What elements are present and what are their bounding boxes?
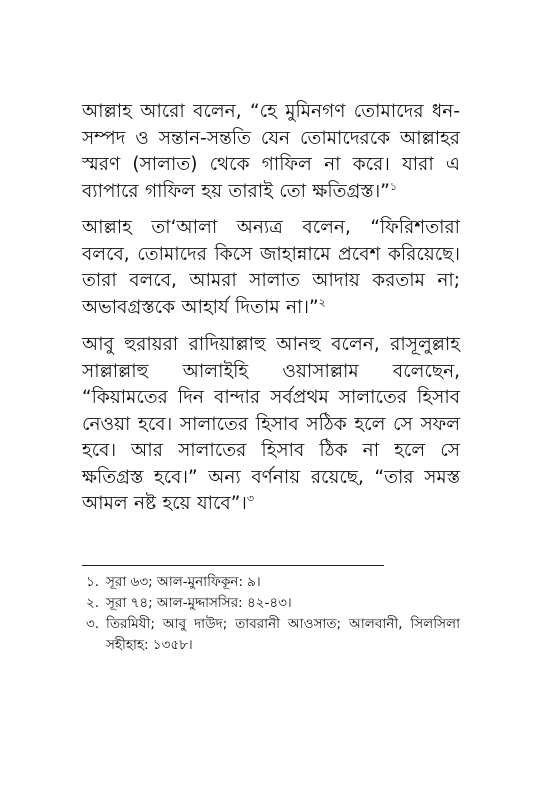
footnote-marker: ২ bbox=[318, 295, 326, 309]
footnote-number: ১. bbox=[86, 574, 100, 590]
footnote-item bbox=[86, 593, 460, 614]
main-text bbox=[82, 99, 460, 528]
footnote-marker: ১ bbox=[389, 179, 397, 193]
footnote-marker: ৩ bbox=[246, 491, 255, 505]
footnote-text: সূরা ৭৪; আল-মুদ্দাসসির: ৪২-৪৩। bbox=[106, 595, 292, 611]
paragraph-text: আবু হুরায়রা রাদিয়াল্লাহু আনহু বলেন, রাসূলুল্লাহ সাল্লাল্লাহু আলাইহি ওয়াসাল্লাম বলেছেন, “কিয়ামতের দিন বান্দার সর্বপ্রথম সালাতের হিসাব নেওয়া হবে। সালাতের হিসাব সঠিক হলে সে সফল হবে। আর সালাতের হিসাব ঠিক না হলে সে ক্ষতিগ্রস্ত হবে।” অন্য বর্ণনায় রয়েছে, “তার সমস্ত আমল নষ্ট হয়ে যাবে”। bbox=[82, 334, 460, 514]
paragraph bbox=[82, 99, 460, 205]
paragraph-text: আল্লাহ তা‘আলা অন্যত্র বলেন, “ফিরিশতারা বলবে, তোমাদের কিসে জাহান্নামে প্রবেশ করিয়েছে। তারা বলবে, আমরা সালাত আদায় করতাম না; অভাবগ্রস্তকে আহার্য দিতাম না।” bbox=[82, 217, 460, 318]
paragraph bbox=[82, 332, 460, 518]
footnote-text: সূরা ৬৩; আল-মুনাফিকূন: ৯। bbox=[106, 574, 261, 590]
footnotes bbox=[86, 572, 460, 656]
footnote-text: তিরমিযী; আবু দাউদ; তাবরানী আওসাত; আলবানী, সিলসিলা সহীহাহ: ১৩৫৮। bbox=[106, 616, 460, 653]
footnote-number: ৩. bbox=[86, 616, 100, 632]
paragraph-text: আল্লাহ আরো বলেন, “হে মুমিনগণ তোমাদের ধন-সম্পদ ও সন্তান-সন্ততি যেন তোমাদেরকে আল্লাহর স্মরণ (সালাত) থেকে গাফিল না করে। যারা এ ব্যাপারে গাফিল হয় তারাই তো ক্ষতিগ্রস্ত।” bbox=[82, 101, 460, 202]
footnote-item bbox=[86, 614, 460, 656]
footnote-item bbox=[86, 572, 460, 593]
footnote-number: ২. bbox=[86, 595, 100, 611]
paragraph bbox=[82, 215, 460, 321]
footnote-divider bbox=[82, 565, 384, 566]
